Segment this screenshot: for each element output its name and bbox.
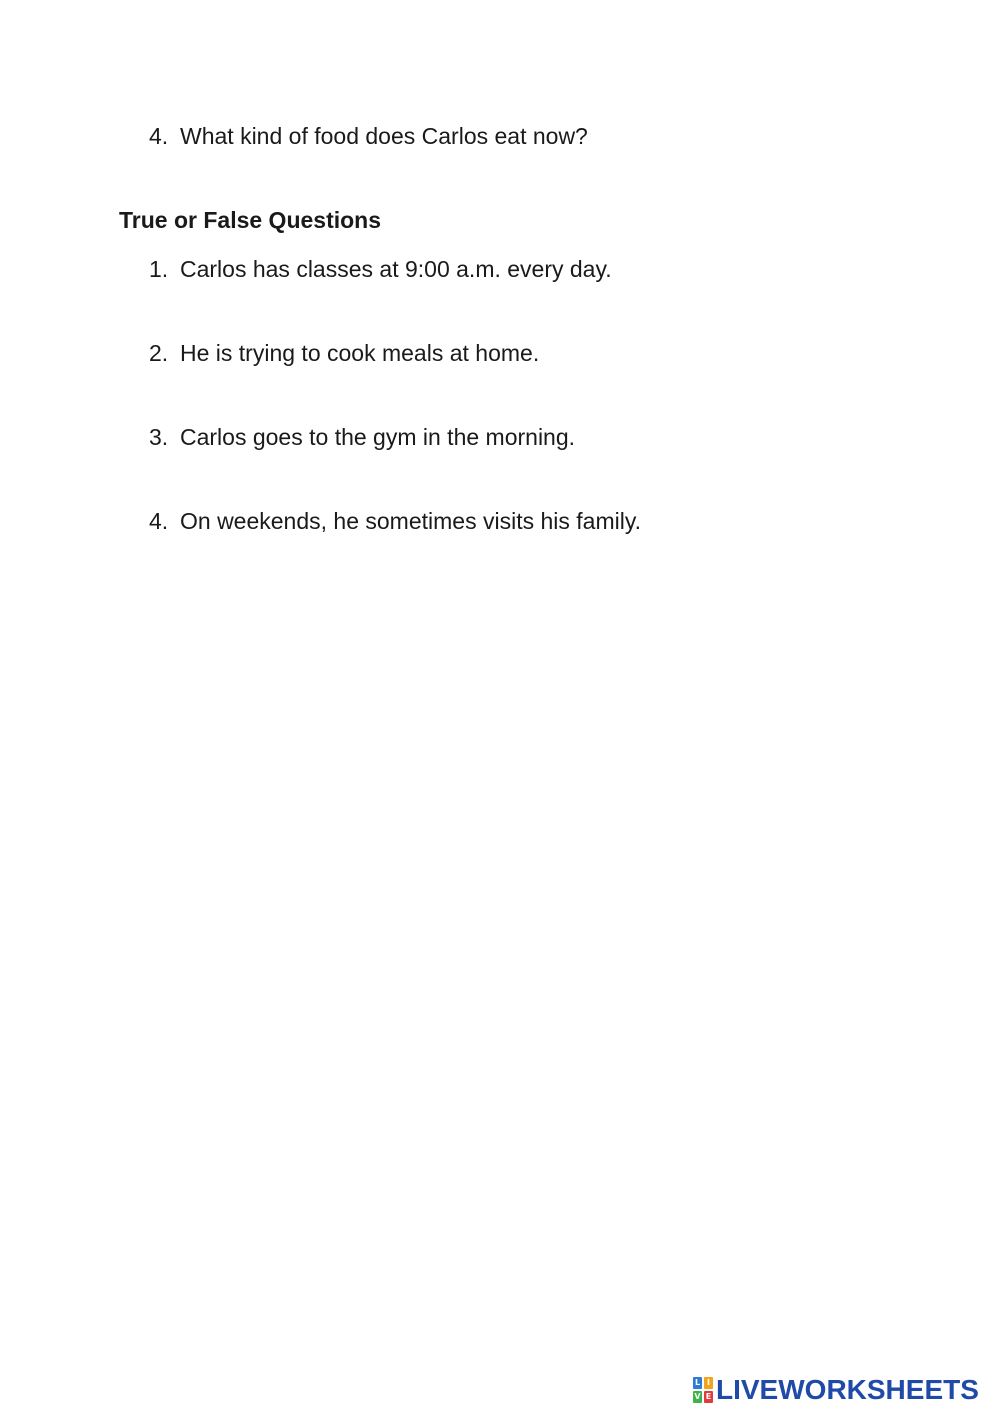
- item-text: On weekends, he sometimes visits his family.: [180, 508, 642, 534]
- logo-mark-v: V: [694, 1392, 701, 1401]
- item-text: He is trying to cook meals at home.: [180, 340, 540, 366]
- item-number: 2.: [149, 340, 169, 366]
- logo-mark-i: I: [704, 1377, 713, 1389]
- true-false-item: [149, 254, 612, 284]
- logo-mark-l: L: [694, 1378, 701, 1387]
- item-number: 3.: [149, 424, 169, 450]
- true-false-item: [149, 338, 539, 368]
- question-item: [149, 121, 588, 151]
- liveworksheets-logo-icon: [693, 1377, 713, 1403]
- section-heading: True or False Questions: [119, 207, 382, 233]
- question-number: 4.: [149, 123, 169, 149]
- logo-mark-e: E: [705, 1392, 712, 1401]
- item-number: 1.: [149, 256, 169, 282]
- question-text: What kind of food does Carlos eat now?: [180, 123, 588, 149]
- item-text: Carlos goes to the gym in the morning.: [180, 424, 576, 450]
- item-text: Carlos has classes at 9:00 a.m. every day.: [180, 256, 612, 282]
- true-false-item: [149, 422, 575, 452]
- logo-text: LIVEWORKSHEETS: [716, 1374, 979, 1405]
- true-false-item: [149, 506, 641, 536]
- item-number: 4.: [149, 508, 169, 534]
- liveworksheets-logo: [693, 1374, 979, 1406]
